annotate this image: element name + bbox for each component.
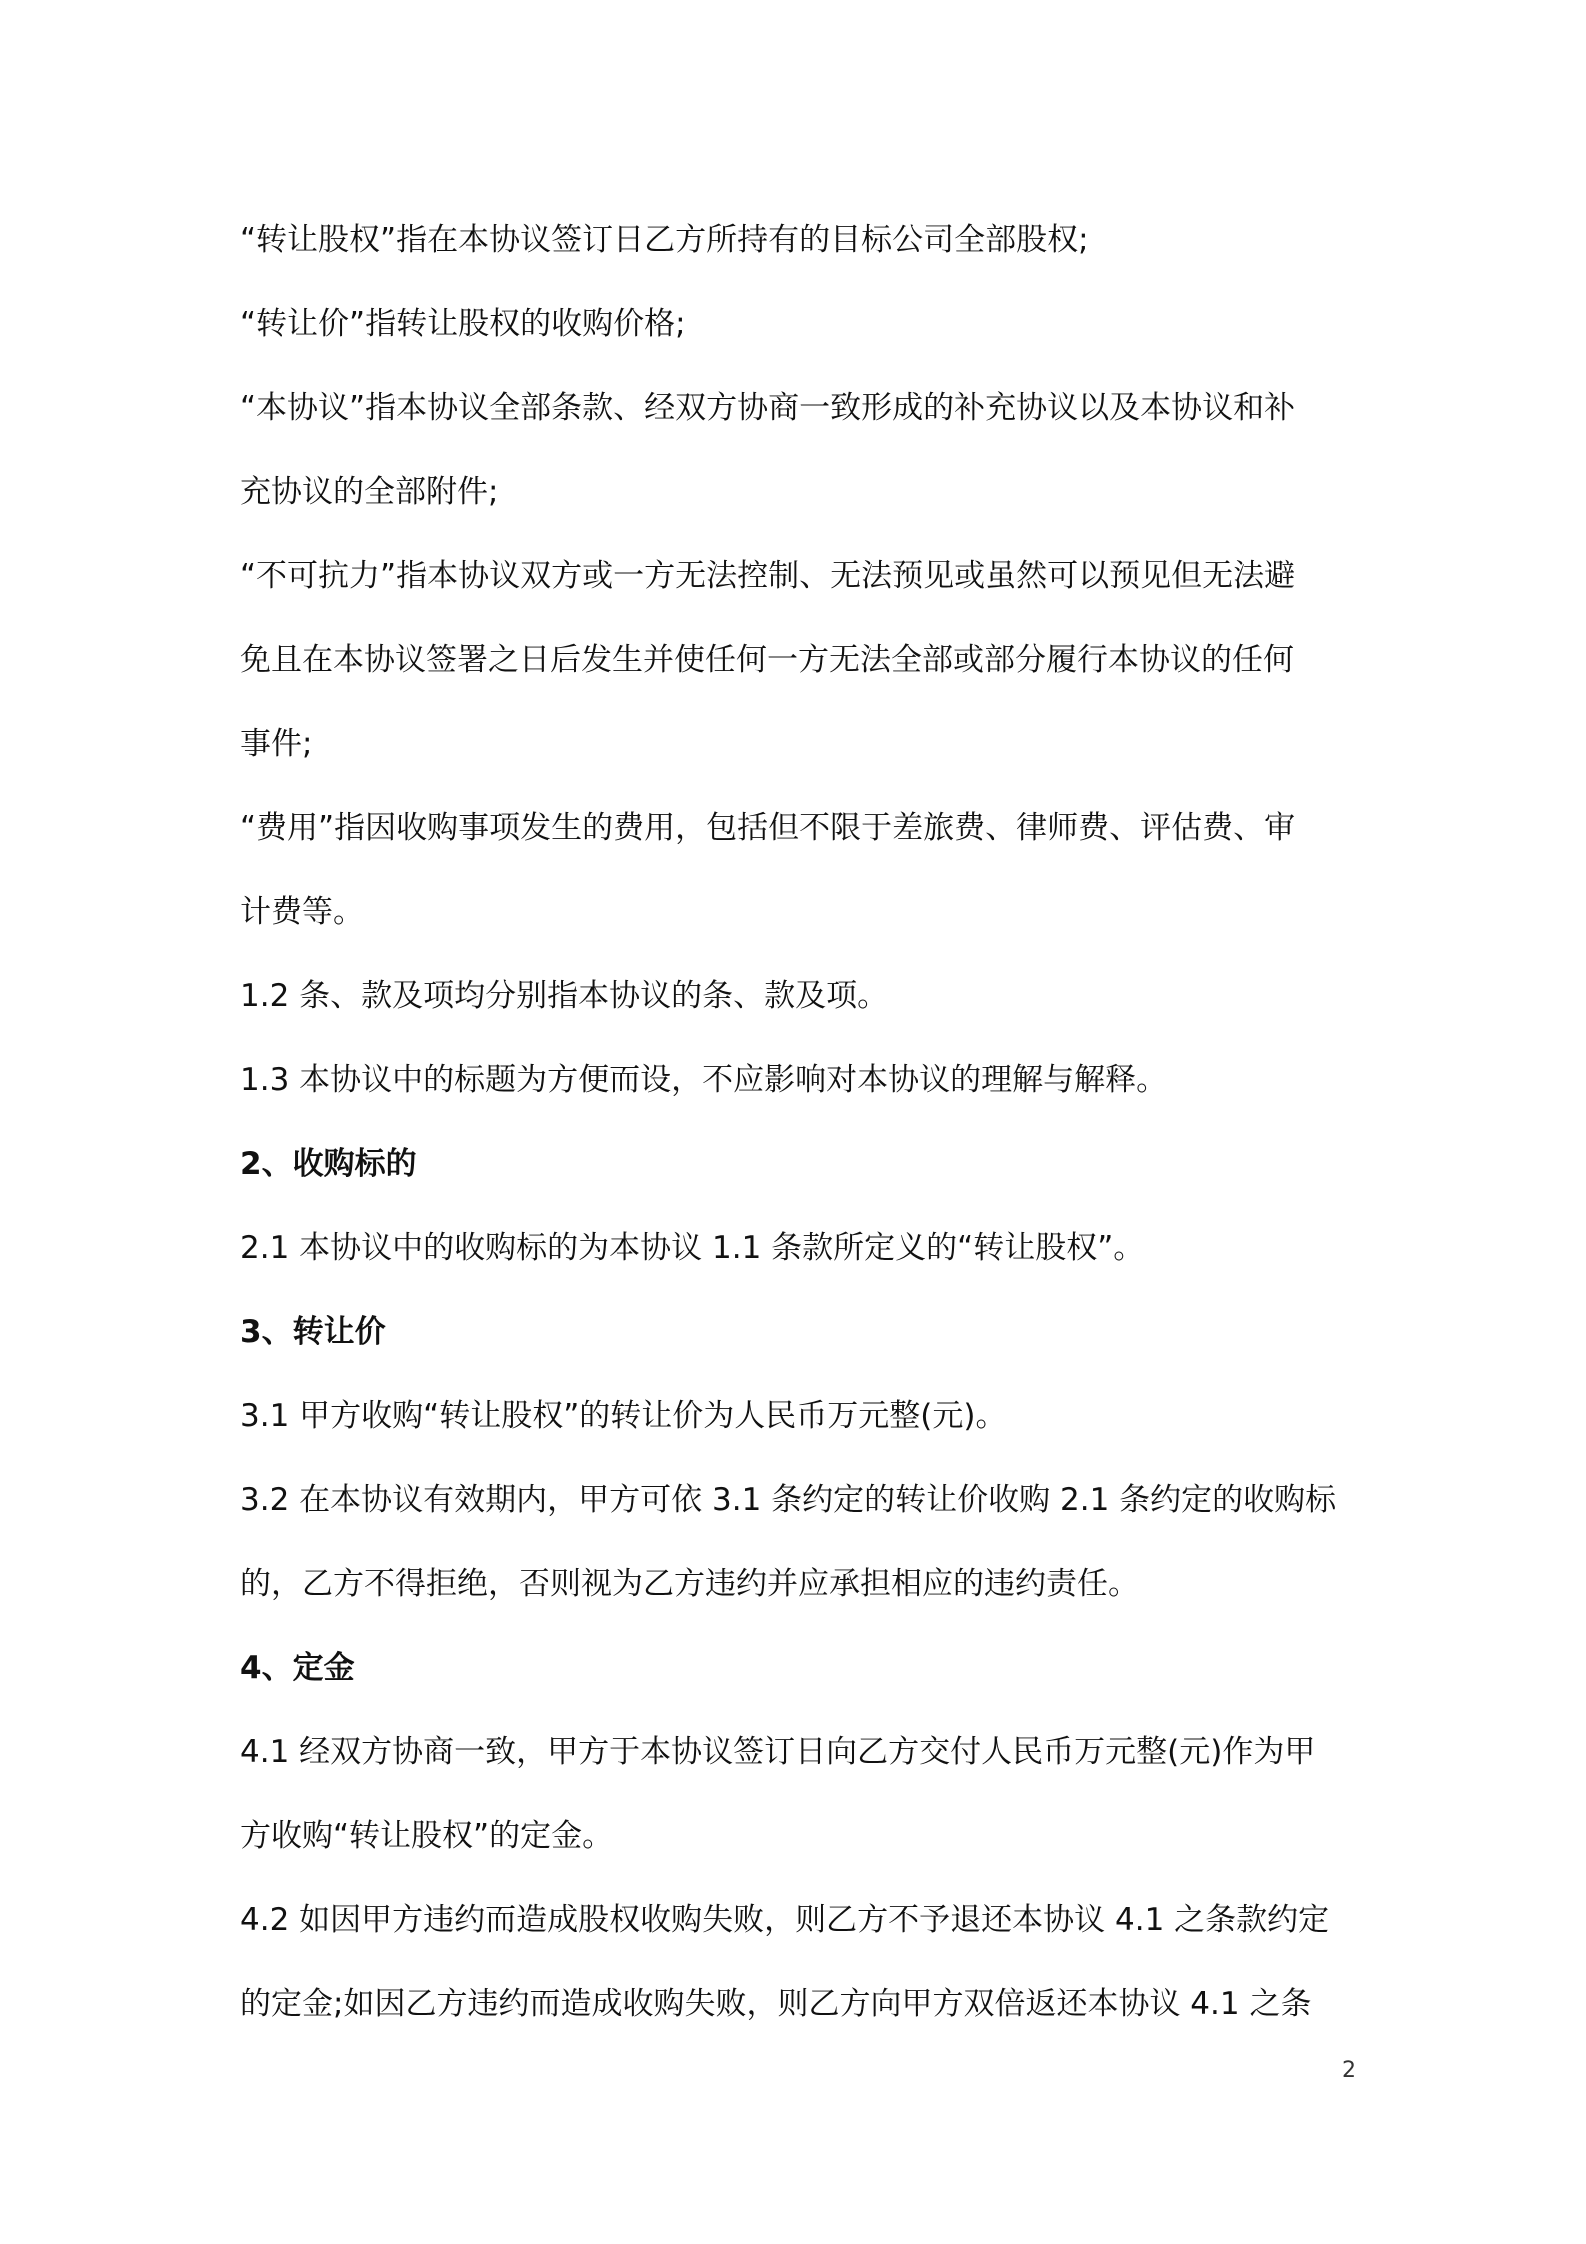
text-line: 3.2 在本协议有效期内，甲方可依 3.1 条约定的转让价收购 2.1 条约定的收购标	[240, 1482, 1337, 1518]
section-heading: 4、定金	[240, 1650, 355, 1686]
text-line: 充协议的全部附件;	[240, 474, 499, 510]
text-line: 的定金;如因乙方违约而造成收购失败，则乙方向甲方双倍返还本协议 4.1 之条	[240, 1986, 1312, 2022]
page-number: 2	[1342, 2058, 1356, 2083]
text-line: 的，乙方不得拒绝，否则视为乙方违约并应承担相应的违约责任。	[240, 1566, 1139, 1602]
text-line: 免且在本协议签署之日后发生并使任何一方无法全部或部分履行本协议的任何	[240, 642, 1294, 678]
text-line: 计费等。	[240, 894, 364, 930]
text-line: “转让价”指转让股权的收购价格;	[240, 306, 686, 342]
text-line: 4.2 如因甲方违约而造成股权收购失败，则乙方不予退还本协议 4.1 之条款约定	[240, 1902, 1330, 1938]
text-line: “费用”指因收购事项发生的费用，包括但不限于差旅费、律师费、评估费、审	[240, 810, 1296, 846]
text-line: 事件;	[240, 726, 313, 762]
text-line: 2.1 本协议中的收购标的为本协议 1.1 条款所定义的“转让股权”。	[240, 1230, 1145, 1266]
text-line: 3.1 甲方收购“转让股权”的转让价为人民币万元整(元)。	[240, 1398, 1007, 1434]
text-line: 方收购“转让股权”的定金。	[240, 1818, 614, 1854]
section-heading: 2、收购标的	[240, 1146, 417, 1182]
text-line: 1.3 本协议中的标题为方便而设，不应影响对本协议的理解与解释。	[240, 1062, 1168, 1098]
section-heading: 3、转让价	[240, 1314, 386, 1350]
document-body	[240, 198, 1360, 2046]
text-line: “不可抗力”指本协议双方或一方无法控制、无法预见或虽然可以预见但无法避	[240, 558, 1296, 594]
text-line: “本协议”指本协议全部条款、经双方协商一致形成的补充协议以及本协议和补	[240, 390, 1296, 426]
text-line: 1.2 条、款及项均分别指本协议的条、款及项。	[240, 978, 889, 1014]
text-line: 4.1 经双方协商一致，甲方于本协议签订日向乙方交付人民币万元整(元)作为甲	[240, 1734, 1316, 1770]
text-line: “转让股权”指在本协议签订日乙方所持有的目标公司全部股权;	[240, 222, 1089, 258]
